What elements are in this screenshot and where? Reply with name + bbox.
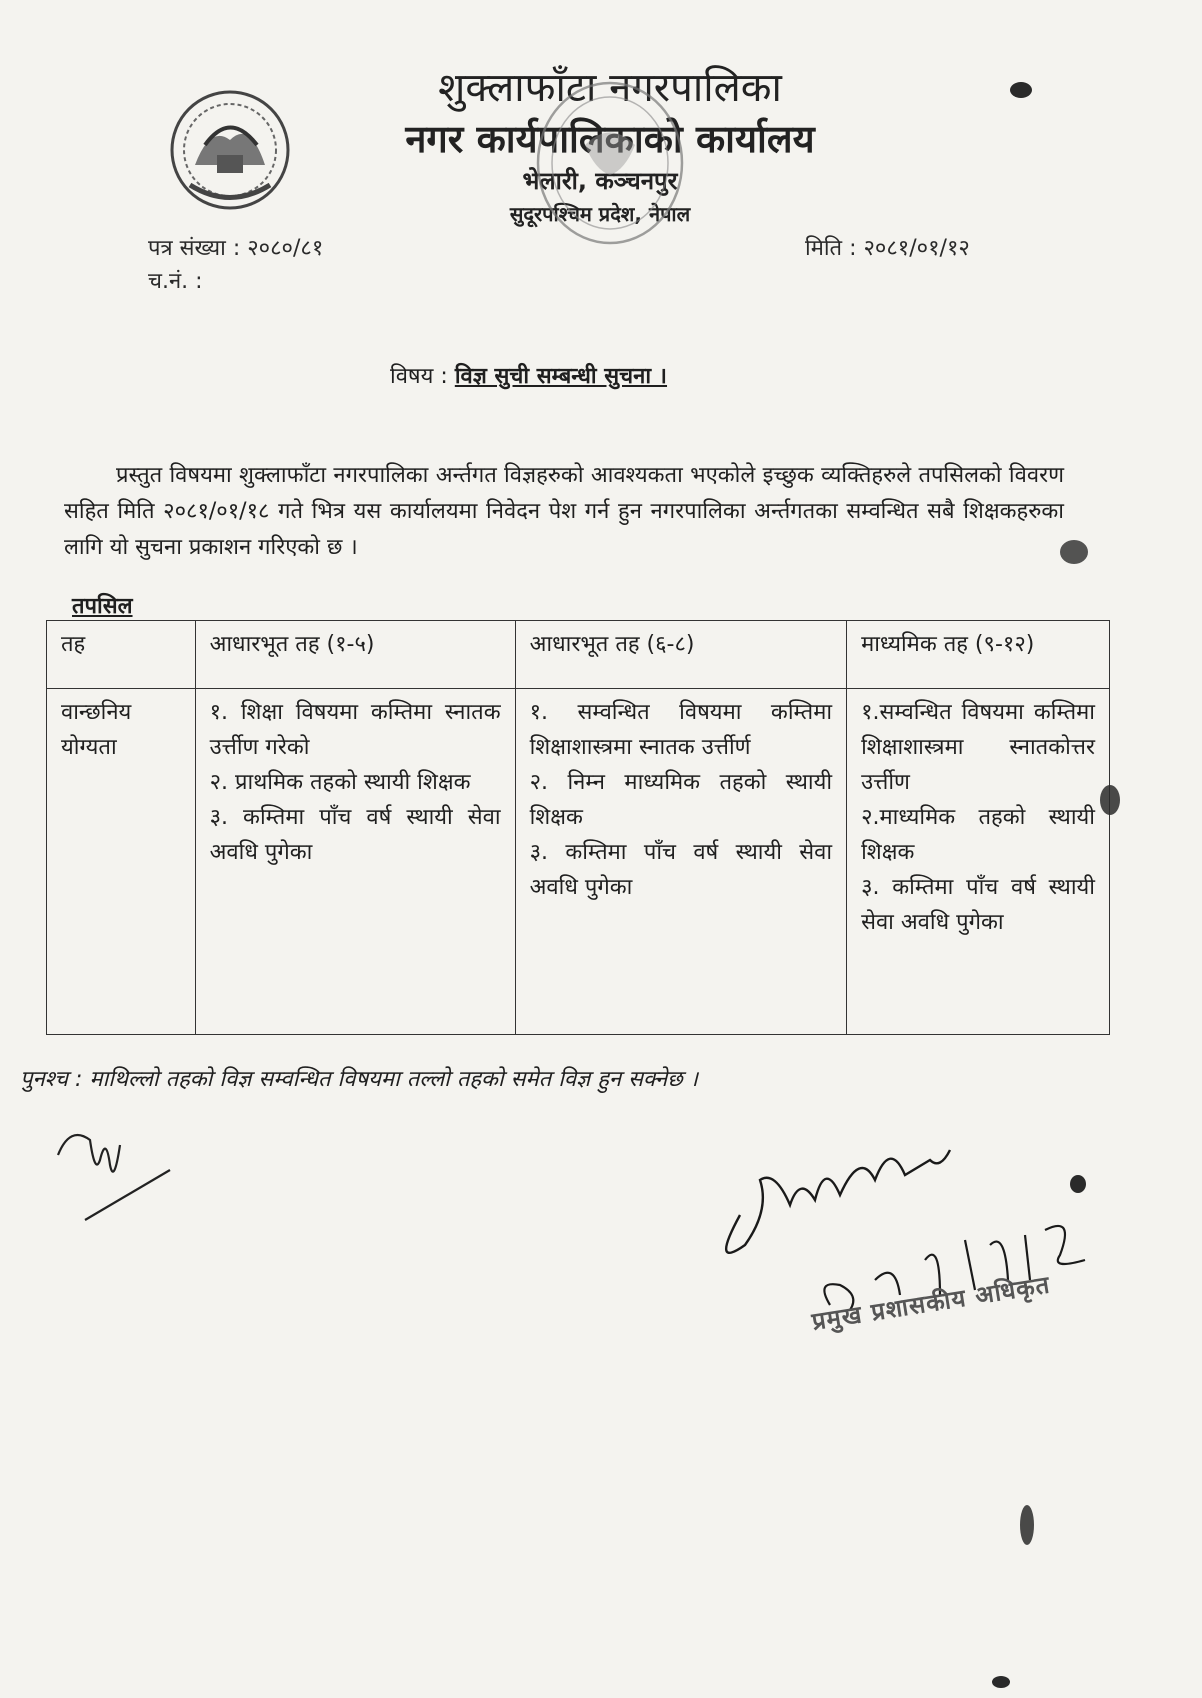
ink-smudge bbox=[1010, 82, 1032, 98]
list-item: ३. कम्तिमा पाँच वर्ष स्थायी सेवा अवधि पुगेका bbox=[861, 875, 1095, 935]
subject-label: विषय : bbox=[390, 364, 448, 389]
row-label: वान्छनिय योग्यता bbox=[47, 689, 196, 1035]
subject-value: विज्ञ सुची सम्बन्धी सुचना । bbox=[454, 364, 668, 389]
table-header-cell: आधारभूत तह (१-५) bbox=[195, 621, 515, 689]
notice-body: प्रस्तुत विषयमा शुक्लाफाँटा नगरपालिका अर्न्तगत विज्ञहरुको आवश्यकता भएकोले इच्छुक व्यक्तिहरुले तपसिलको विवरण सहित मिति २०८१/०१/१८ गते भित्र यस कार्यालयमा निवेदन पेश गर्न हुन नगरपालिका अर्न्तगतका सम्वन्धित सबै शिक्षकहरुका लागि यो सुचना प्रकाशन गरिएको छ । bbox=[64, 463, 1064, 560]
list-item: २. प्राथमिक तहको स्थायी शिक्षक bbox=[209, 770, 471, 795]
initials-signature bbox=[40, 1115, 180, 1225]
table-header-row bbox=[47, 621, 1110, 689]
table-cell bbox=[195, 689, 515, 1035]
list-item: २.माध्यमिक तहको स्थायी शिक्षक bbox=[861, 805, 1095, 865]
officer-title-stamp: प्रमुख प्रशासकीय अधिकृत bbox=[809, 1270, 1053, 1336]
list-item: २. निम्न माध्यमिक तहको स्थायी शिक्षक bbox=[529, 770, 833, 830]
list-item: १. सम्वन्धित विषयमा कम्तिमा शिक्षाशास्त्रमा स्नातक उर्त्तीर्ण bbox=[529, 700, 833, 760]
list-item: १.सम्वन्धित विषयमा कम्तिमा शिक्षाशास्त्रमा स्नातकोत्तर उर्त्तीण bbox=[861, 700, 1095, 795]
ink-smudge bbox=[1070, 1175, 1086, 1193]
office-stamp-icon bbox=[530, 75, 690, 250]
table-header-cell: तह bbox=[47, 621, 196, 689]
nepal-emblem-icon bbox=[165, 85, 295, 215]
dispatch-number: च.नं. : bbox=[148, 269, 203, 294]
list-item: ३. कम्तिमा पाँच वर्ष स्थायी सेवा अवधि पुगेका bbox=[209, 805, 501, 865]
table-header-cell: माध्यमिक तह (९-१२) bbox=[847, 621, 1110, 689]
ink-smudge bbox=[1100, 785, 1120, 815]
details-heading: तपसिल bbox=[72, 594, 133, 619]
ink-smudge bbox=[1060, 540, 1088, 564]
ink-smudge bbox=[1020, 1505, 1034, 1545]
list-item: ३. कम्तिमा पाँच वर्ष स्थायी सेवा अवधि पुगेका bbox=[529, 840, 833, 900]
office-name: नगर कार्यपालिकाको कार्यालय bbox=[405, 117, 815, 161]
office-location: भेलारी, कञ्चनपुर bbox=[522, 167, 678, 195]
municipality-name: शुक्लाफाँटा नगरपालिका bbox=[438, 65, 782, 111]
office-province: सुदूरपश्चिम प्रदेश, नेपाल bbox=[509, 202, 691, 226]
table-row bbox=[47, 689, 1110, 1035]
list-item: १. शिक्षा विषयमा कम्तिमा स्नातक उर्त्तीण गरेको bbox=[209, 700, 501, 760]
table-cell bbox=[847, 689, 1110, 1035]
subject-line bbox=[390, 360, 667, 390]
ink-smudge bbox=[992, 1676, 1010, 1688]
table-header-cell: आधारभूत तह (६-८) bbox=[515, 621, 846, 689]
postscript: पुनश्च : माथिल्लो तहको विज्ञ सम्वन्धित विषयमा तल्लो तहको समेत विज्ञ हुन सक्नेछ । bbox=[20, 1067, 699, 1092]
letter-date: मिति : २०८१/०१/१२ bbox=[805, 236, 970, 261]
table-cell bbox=[515, 689, 846, 1035]
qualification-table bbox=[46, 620, 1110, 1035]
reference-number: पत्र संख्या : २०८०/८१ bbox=[148, 236, 324, 261]
